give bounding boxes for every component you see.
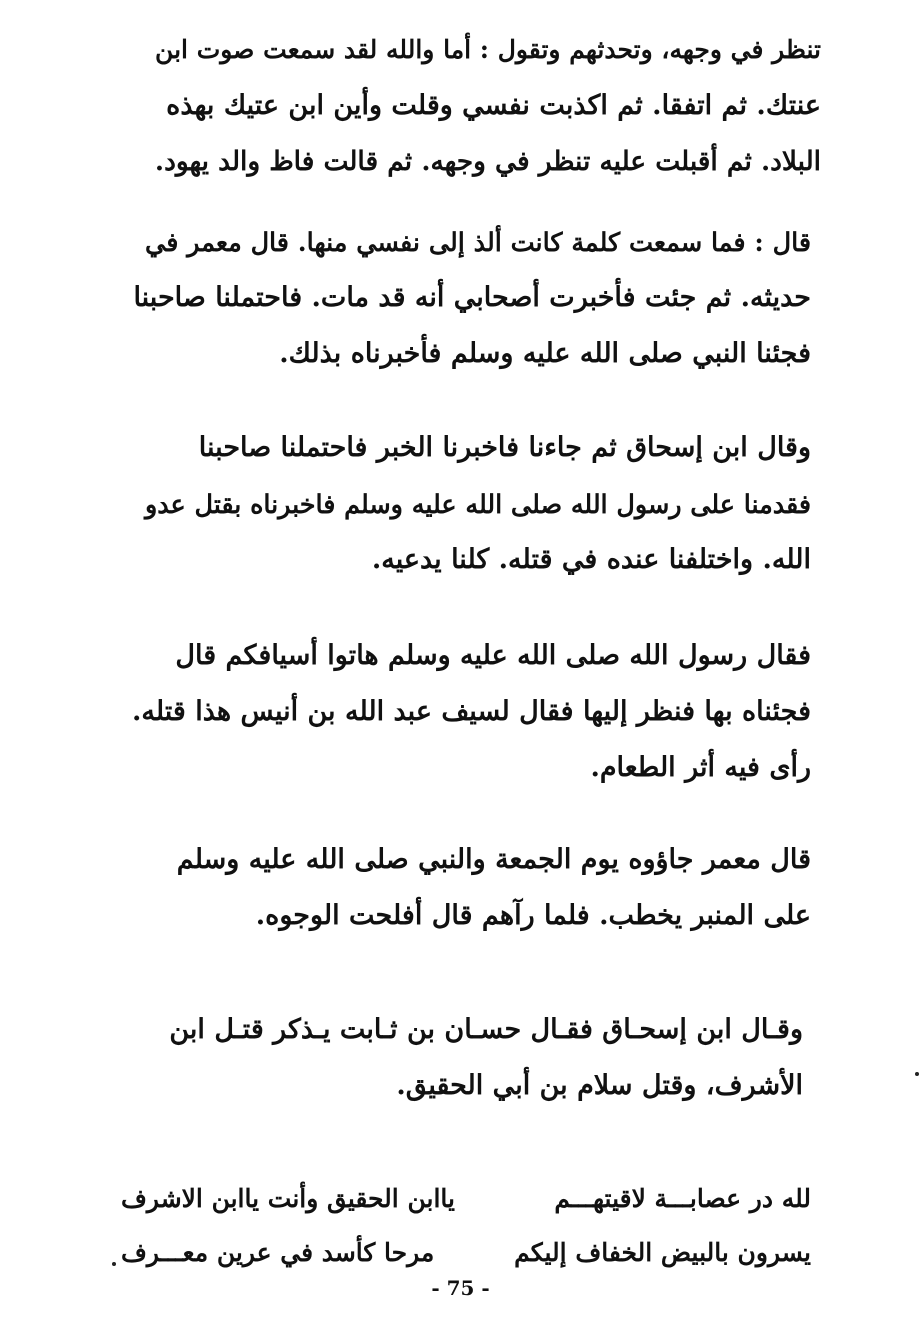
paragraph-3 xyxy=(131,420,811,588)
scan-speck xyxy=(915,1072,919,1076)
verse-second-hemistich: ياابن الحقيق وأنت ياابن الاشرف xyxy=(121,1184,455,1213)
paragraph-2 xyxy=(131,214,811,382)
page-number: - 75 - xyxy=(431,1276,490,1300)
poem-verse xyxy=(121,1172,811,1226)
text-line: على المنبر يخطب. فلما رآهم قال أفلحت الوجوه. xyxy=(255,900,811,931)
text-line: فجئناه بها فنظر إليها فقال لسيف عبد الله بن أنيس هذا قتله. xyxy=(131,696,811,727)
text-line: وقال ابن إسحاق ثم جاءنا فاخبرنا الخبر فاحتملنا صاحبنا xyxy=(198,432,811,463)
text-line: فقدمنا على رسول الله صلى الله عليه وسلم فاخبرناه بقتل عدو xyxy=(144,489,811,519)
text-line: تنظر في وجهه، وتحدثهم وتقول : أما والله لقد سمعت صوت ابن xyxy=(155,35,821,64)
text-line: فجئنا النبي صلى الله عليه وسلم فأخبرناه بذلك. xyxy=(279,338,811,369)
text-line: قال : فما سمعت كلمة كانت ألذ إلى نفسي منها. قال معمر في xyxy=(145,227,811,257)
verse-second-hemistich: مرحا كأسد في عرين معـــرف xyxy=(121,1238,435,1267)
paragraph-1 xyxy=(141,22,821,190)
scan-speck xyxy=(112,1262,116,1266)
text-line: قال معمر جاؤوه يوم الجمعة والنبي صلى الله عليه وسلم xyxy=(176,844,811,875)
text-line: الأشرف، وقتل سلام بن أبي الحقيق. xyxy=(396,1070,803,1101)
text-line: البلاد. ثم أقبلت عليه تنظر في وجهه. ثم قالت فاظ والد يهود. xyxy=(154,146,821,177)
verse-first-hemistich: لله در عصابـــة لاقيتهـــم xyxy=(554,1184,811,1213)
text-line: فقال رسول الله صلى الله عليه وسلم هاتوا أسيافكم قال xyxy=(175,640,811,671)
text-line: رأى فيه أثر الطعام. xyxy=(590,752,811,783)
poem xyxy=(121,1172,811,1280)
poem-verse xyxy=(121,1226,811,1280)
verse-first-hemistich: يسرون بالبيض الخفاف إليكم xyxy=(514,1238,811,1267)
text-line: حديثه. ثم جئت فأخبرت أصحابي أنه قد مات. فاحتملنا صاحبنا xyxy=(133,282,811,313)
text-line: عنتك. ثم اتفقا. ثم اكذبت نفسي وقلت وأين ابن عتيك بهذه xyxy=(166,90,821,121)
paragraph-6 xyxy=(113,1002,803,1114)
paragraph-4 xyxy=(131,628,811,796)
paragraph-5 xyxy=(131,832,811,944)
text-line: الله. واختلفنا عنده في قتله. كلنا يدعيه. xyxy=(371,544,811,575)
text-line: وقـال ابن إسحـاق فقـال حسـان بن ثـابت يـذكر قتـل ابن xyxy=(169,1014,803,1045)
